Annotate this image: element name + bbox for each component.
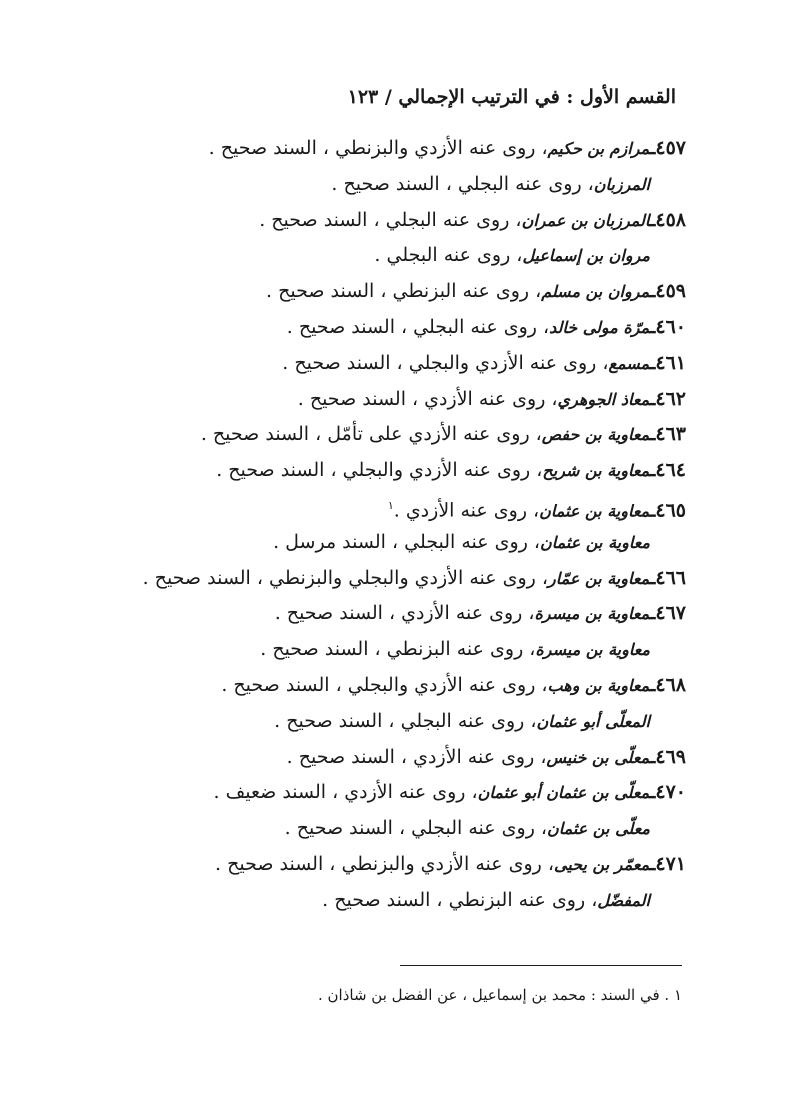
entry-number: ٤٦٩ـ (649, 745, 686, 768)
narrator-name: المعلّى أبو عثمان (536, 711, 650, 731)
entry-line (66, 312, 686, 348)
entry-number: ٤٦١ـ (649, 351, 686, 374)
entry-text: ، روى عنه البجلي ، السند صحيح . (331, 172, 594, 195)
narrator-name: المرزبان بن عمران (521, 210, 650, 230)
narrator-name: معمّر بن يحيى (554, 854, 650, 874)
entry-number: ٤٦٥ـ (649, 499, 686, 522)
entry-number: ٤٥٧ـ (649, 137, 686, 159)
footnote-divider (400, 965, 682, 966)
narrator-name: مرازم بن حكيم (547, 139, 650, 158)
entry-text: ، روى عنه البزنطي ، السند صحيح . (322, 888, 598, 911)
narrator-name: معاوية بن وهب (547, 675, 650, 695)
entry-text: ، روى عنه الأزدي والبجلي ، السند صحيح . (282, 351, 609, 374)
entry-text: ، روى عنه البجلي ، السند صحيح . (274, 709, 537, 732)
entry-number: ٤٥٩ـ (649, 280, 686, 303)
entry-number: ٤٦٢ـ (649, 387, 686, 410)
entry-text: ، روى عنه البزنطي ، السند صحيح . (266, 280, 542, 303)
narrator-name: معاوية بن حفص (541, 425, 650, 445)
entry-text: ، روى عنه الأزدي والبزنطي ، السند صحيح . (208, 137, 548, 159)
entry-line (66, 777, 686, 813)
entry-subline (66, 885, 686, 921)
entry-text: ، روى عنه الأزدي . (393, 499, 540, 522)
entry-text: ، روى عنه الأزدي ، السند صحيح . (274, 602, 535, 625)
narrator-name: معاوية بن عمّار (548, 568, 650, 588)
entry-subline (66, 706, 686, 742)
entry-text: ، روى عنه البجلي ، السند صحيح . (286, 315, 550, 338)
narrator-name: مسمع (608, 353, 650, 373)
entry-subline (66, 240, 686, 276)
entry-line (66, 742, 686, 778)
footnote-marker: ١ (387, 498, 394, 512)
entry-number: ٤٦٦ـ (649, 566, 686, 589)
entry-text: ، روى عنه الأزدي والبزنطي ، السند صحيح . (215, 852, 555, 875)
entry-line (66, 563, 686, 599)
entry-number: ٤٦٤ـ (649, 459, 686, 482)
entry-text: ، روى عنه البجلي ، السند صحيح . (259, 208, 522, 231)
entry-number: ٤٦٣ـ (649, 423, 686, 446)
entry-line (66, 348, 686, 384)
narrator-name: معلّى بن عثمان أبو عثمان (477, 783, 650, 803)
narrator-name: مروان بن إسماعيل (522, 246, 650, 266)
entry-text: ، روى عنه البجلي . (374, 244, 523, 267)
entry-subline (66, 169, 686, 205)
entry-text: ، روى عنه الأزدي والبجلي والبزنطي ، السند صحيح . (142, 566, 549, 589)
entry-subline (66, 634, 686, 670)
entry-subline (66, 813, 686, 849)
narrator-name: معاوية بن عثمان (539, 501, 650, 521)
narrator-name: معاوية بن شريح (542, 461, 650, 481)
entry-line (66, 849, 686, 885)
narrator-name: معلّى بن عثمان (547, 819, 650, 839)
entry-subline (66, 527, 686, 563)
entry-text: ، روى عنه الأزدي على تأمّل ، السند صحيح . (200, 423, 542, 446)
entry-line (66, 384, 686, 420)
entry-text: ، روى عنه البجلي ، السند صحيح . (284, 817, 548, 840)
narrator-name: مروان بن مسلم (541, 282, 650, 302)
narrator-name: معلّى بن خنيس (546, 747, 650, 767)
entry-text: ، روى عنه الأزدي ، السند صحيح . (286, 745, 547, 768)
entry-text: ، روى عنه الأزدي ، السند صحيح . (297, 387, 558, 410)
entry-text: ، روى عنه البجلي ، السند مرسل . (273, 530, 541, 553)
entry-line (66, 276, 686, 312)
entry-line (66, 419, 686, 455)
entry-number: ٤٥٨ـ (649, 208, 686, 231)
entry-line (66, 133, 686, 169)
entry-line (66, 670, 686, 706)
entry-number: ٤٦٠ـ (649, 315, 686, 338)
entry-line (66, 205, 686, 241)
narrator-name: المرزبان (593, 174, 650, 194)
narrator-name: مرّة مولى خالد (549, 317, 650, 337)
entry-text: ، روى عنه الأزدي ، السند ضعيف . (213, 781, 478, 804)
entry-line (66, 598, 686, 634)
narrator-name: معاوية بن ميسرة (534, 604, 650, 624)
narrator-name: المفضّل (597, 890, 650, 910)
entry-number: ٤٦٨ـ (649, 673, 686, 696)
narrator-name: معاوية بن ميسرة (535, 640, 650, 660)
entry-list (66, 133, 686, 921)
footnote: ١ . في السند : محمد بن إسماعيل ، عن الفضل بن شاذان . (318, 986, 682, 1004)
entry-text: ، روى عنه الأزدي والبجلي ، السند صحيح . (221, 673, 548, 696)
entry-number: ٤٧١ـ (649, 852, 686, 875)
page-header: القسم الأول : في الترتيب الإجمالي / ١٢٣ (347, 86, 676, 108)
entry-number: ٤٦٧ـ (649, 602, 686, 625)
narrator-name: معاوية بن عثمان (540, 532, 650, 552)
entry-number: ٤٧٠ـ (649, 781, 686, 804)
entry-text: ، روى عنه البزنطي ، السند صحيح . (260, 638, 536, 661)
entry-line (66, 455, 686, 491)
entry-text: ، روى عنه الأزدي والبجلي ، السند صحيح . (216, 459, 543, 482)
narrator-name: معاذ الجوهري (557, 389, 650, 409)
entry-line (66, 491, 686, 527)
